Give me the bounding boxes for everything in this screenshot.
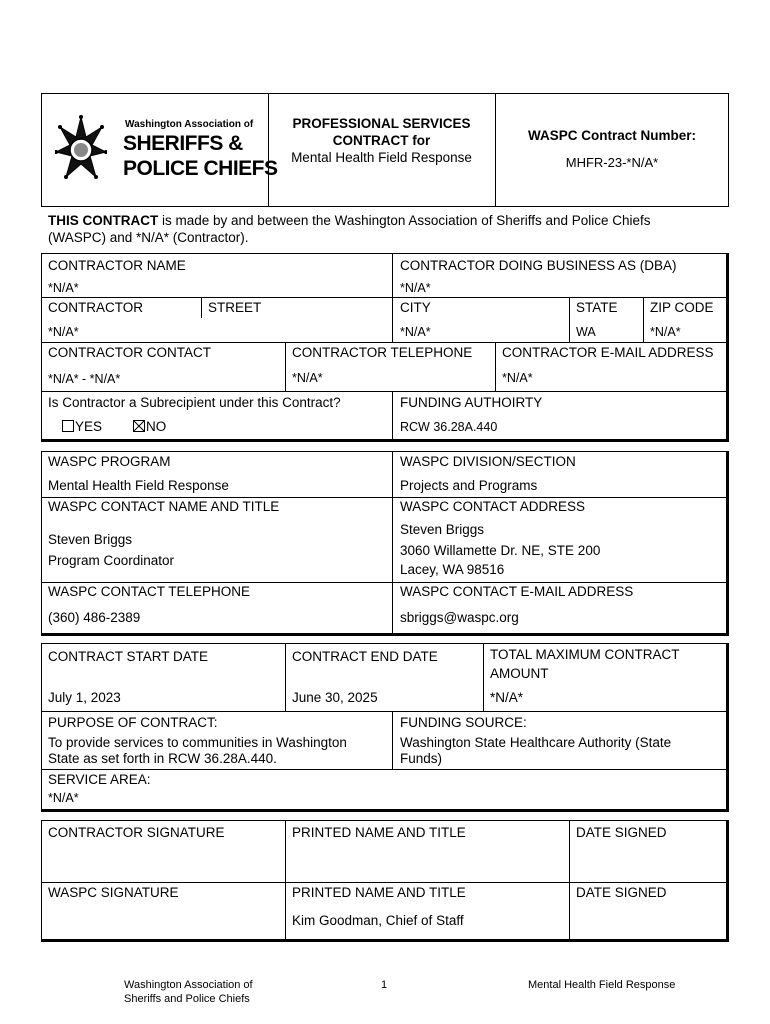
waspc-email-value[interactable]: sbriggs@waspc.org [400,610,519,625]
waspc-program-label: WASPC PROGRAM [48,454,171,469]
purpose-line2: State as set forth in RCW 36.28A.440. [48,751,277,766]
page-number: 1 [381,979,388,991]
intro-paragraph [48,212,728,246]
printed-name-label-2: PRINTED NAME AND TITLE [292,885,466,900]
contractor-telephone-label: CONTRACTOR TELEPHONE [292,345,473,360]
intro-line1: is made by and between the Washington Association of Sheriffs and Police Chiefs [158,213,651,228]
contract-start-label: CONTRACT START DATE [48,649,209,664]
waspc-printed-name: Kim Goodman, Chief of Staff [292,913,464,928]
funding-source-line1: Washington State Healthcare Authority (State [400,735,672,750]
waspc-contact-name-label: WASPC CONTACT NAME AND TITLE [48,499,280,514]
contract-end-value[interactable]: June 30, 2025 [292,690,378,705]
waspc-contact-title[interactable]: Program Coordinator [48,553,175,568]
footer-left [124,978,253,1006]
title-line1: PROFESSIONAL SERVICES [292,116,471,131]
contractor-name-label: CONTRACTOR NAME [48,258,186,273]
max-amount-value[interactable]: *N/A* [490,690,524,705]
waspc-address-line3[interactable]: Lacey, WA 98516 [400,562,505,577]
contractor-state-label: STATE [576,300,618,315]
contractor-contact-value[interactable]: *N/A* - *N/A* [48,372,121,386]
date-signed-label-2: DATE SIGNED [576,885,667,900]
contractor-dba-label: CONTRACTOR DOING BUSINESS AS (DBA) [400,258,677,273]
waspc-division-label: WASPC DIVISION/SECTION [400,454,576,469]
title-line3: Mental Health Field Response [291,150,472,165]
contractor-email-label: CONTRACTOR E-MAIL ADDRESS [502,345,714,360]
yes-checkbox[interactable] [62,420,74,432]
max-amount-label-line1: TOTAL MAXIMUM CONTRACT [490,647,680,662]
contractor-street-label: STREET [208,300,262,315]
waspc-address-line1[interactable]: Steven Briggs [400,522,485,537]
purpose-label: PURPOSE OF CONTRACT: [48,715,218,730]
contract-end-label: CONTRACT END DATE [292,649,438,664]
service-area-value[interactable]: *N/A* [48,791,79,805]
contractor-zip-label: ZIP CODE [650,300,714,315]
logo-small-text: Washington Association of [125,119,254,130]
no-label: NO [146,419,167,434]
footer-right: Mental Health Field Response [528,979,676,991]
title-line2: CONTRACT for [332,133,431,148]
sheriff-star-icon [55,115,107,183]
contractor-city-value[interactable]: *N/A* [400,325,431,339]
contractor-dba-value[interactable]: *N/A* [400,281,431,295]
footer-left-line1: Washington Association of [124,979,253,991]
contractor-name-value[interactable]: *N/A* [48,281,79,295]
contract-title [268,115,495,166]
contract-number-label: WASPC Contract Number: [527,128,696,143]
contract-number-value: MHFR-23-*N/A* [565,155,659,170]
waspc-telephone-label: WASPC CONTACT TELEPHONE [48,584,251,599]
contract-start-value[interactable]: July 1, 2023 [48,690,121,705]
waspc-contact-address-label: WASPC CONTACT ADDRESS [400,499,586,514]
waspc-division-value[interactable]: Projects and Programs [400,478,538,493]
service-area-label: SERVICE AREA: [48,772,151,787]
waspc-logo [55,115,278,187]
checkbox-x-icon [134,421,144,431]
contractor-city-label: CITY [400,300,431,315]
waspc-signature-label: WASPC SIGNATURE [48,885,179,900]
contractor-zip-value[interactable]: *N/A* [650,325,681,339]
contractor-telephone-value[interactable]: *N/A* [292,371,323,385]
funding-source-line2: Funds) [400,751,443,766]
contractor-email-value[interactable]: *N/A* [502,371,533,385]
funding-source-label: FUNDING SOURCE: [400,715,527,730]
funding-authority-label: FUNDING AUTHOIRTY [400,395,543,410]
intro-bold: THIS CONTRACT [48,213,159,228]
no-checkbox[interactable] [133,420,145,432]
subrecipient-question: Is Contractor a Subrecipient under this Contract? [48,395,341,410]
contractor-contact-label: CONTRACTOR CONTACT [48,345,211,360]
date-signed-label: DATE SIGNED [576,825,667,840]
intro-line2: (WASPC) and *N/A* (Contractor). [48,230,249,245]
contractor-state-value[interactable]: WA [576,325,596,339]
footer-left-line2: Sheriffs and Police Chiefs [124,993,250,1005]
contractor-address-value[interactable]: *N/A* [48,325,79,339]
funding-authority-value[interactable]: RCW 36.28A.440 [400,420,498,434]
yes-label: YES [75,419,103,434]
logo-line1: SHERIFFS & [123,132,243,155]
contractor-signature-label: CONTRACTOR SIGNATURE [48,825,225,840]
purpose-line1: To provide services to communities in Washington [48,735,347,750]
waspc-telephone-value[interactable]: (360) 486-2389 [48,610,141,625]
waspc-email-label: WASPC CONTACT E-MAIL ADDRESS [400,584,634,599]
printed-name-label: PRINTED NAME AND TITLE [292,825,466,840]
logo-line2: POLICE CHIEFS [123,157,278,180]
waspc-contact-name[interactable]: Steven Briggs [48,532,133,547]
waspc-program-value[interactable]: Mental Health Field Response [48,478,229,493]
waspc-address-line2[interactable]: 3060 Willamette Dr. NE, STE 200 [400,543,601,558]
max-amount-label-line2: AMOUNT [490,666,549,681]
contractor-address-label: CONTRACTOR [48,300,144,315]
